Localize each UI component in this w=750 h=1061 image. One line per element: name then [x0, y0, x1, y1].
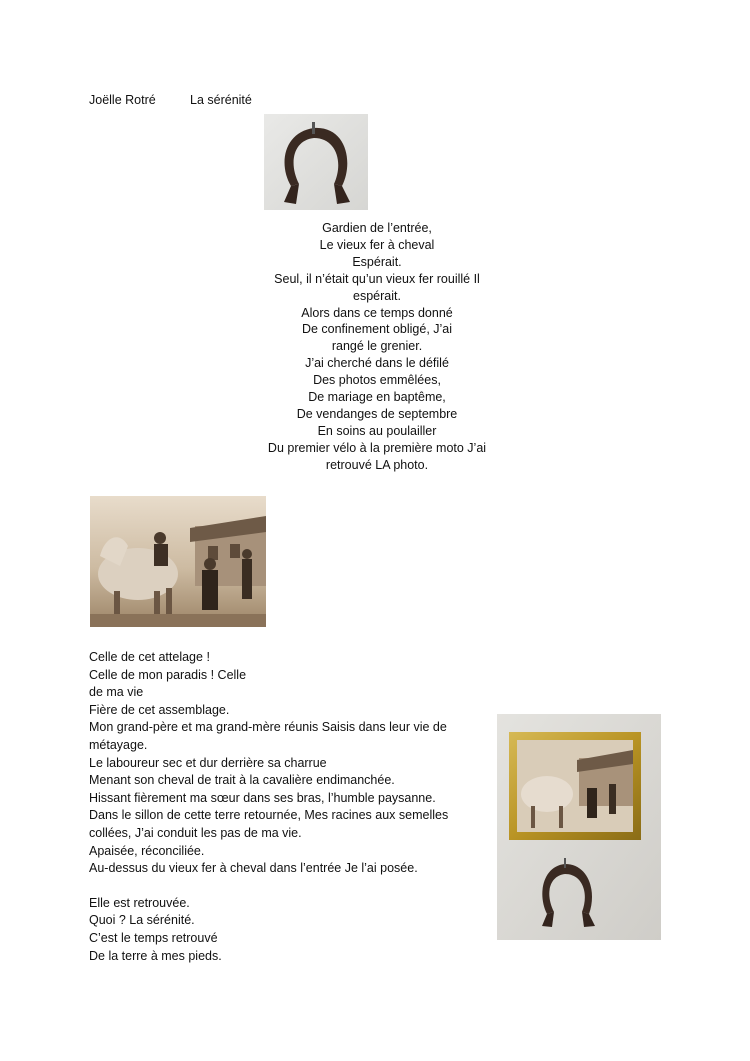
poem-line: Mon grand-père et ma grand-mère réunis Saisis dans leur vie de: [89, 720, 447, 735]
farm-photo: [90, 496, 266, 627]
poem-line: de ma vie: [89, 685, 144, 700]
poem-line: Quoi ? La sérénité.: [89, 913, 195, 928]
poem-line: De la terre à mes pieds.: [89, 948, 222, 963]
poem-line: Menant son cheval de trait à la cavalière endimanchée.: [89, 773, 395, 788]
poem-line: espérait.: [353, 288, 401, 303]
poem-line: retrouvé LA photo.: [325, 457, 429, 472]
poem-line: En soins au poulailler: [317, 423, 437, 438]
poem-line: métayage.: [89, 737, 148, 752]
poem-line: De mariage en baptême,: [308, 390, 446, 405]
poem-line: De confinement obligé, J’ai: [301, 322, 453, 337]
poem-line: rangé le grenier.: [331, 339, 423, 354]
poem-line: Hissant fièrement ma sœur dans ses bras, l’humble paysanne.: [89, 790, 436, 805]
poem-line: Seul, il n’était qu’un vieux fer rouillé Il: [274, 271, 480, 286]
horseshoe-photo: [264, 114, 368, 210]
poem-line: Apaisée, réconciliée.: [89, 843, 205, 858]
poem-line: Fière de cet assemblage.: [89, 702, 230, 717]
poem-line: Le laboureur sec et dur derrière sa charrue: [89, 755, 327, 770]
wall-photo: [497, 714, 661, 940]
author-name: Joëlle Rotré: [89, 93, 156, 107]
poem-line: Le vieux fer à cheval: [319, 237, 435, 252]
poem-line: Gardien de l’entrée,: [322, 221, 432, 235]
poem-stanza-top: [255, 220, 499, 474]
poem-line: Au-dessus du vieux fer à cheval dans l’entrée Je l’ai posée.: [89, 861, 418, 876]
poem-line: Alors dans ce temps donné: [301, 305, 453, 320]
poem-line: C’est le temps retrouvé: [89, 930, 218, 945]
poem-line: Espérait.: [352, 254, 402, 269]
poem-stanza-bottom: [89, 649, 489, 965]
poem-line: Elle est retrouvée.: [89, 895, 190, 910]
stanza-gap: [89, 878, 489, 895]
poem-line: Du premier vélo à la première moto J’ai: [267, 440, 487, 455]
poem-line: Dans le sillon de cette terre retournée, Mes racines aux semelles: [89, 808, 449, 823]
poem-line: collées, J’ai conduit les pas de ma vie.: [89, 825, 302, 840]
poem-line: J’ai cherché dans le défilé: [305, 356, 449, 371]
poem-line: Des photos emmêlées,: [313, 373, 441, 388]
poem-title: La sérénité: [190, 93, 252, 107]
poem-line: Celle de cet attelage !: [89, 650, 210, 664]
poem-line: De vendanges de septembre: [296, 406, 458, 421]
header: [89, 93, 252, 107]
poem-line: Celle de mon paradis ! Celle: [89, 667, 247, 682]
